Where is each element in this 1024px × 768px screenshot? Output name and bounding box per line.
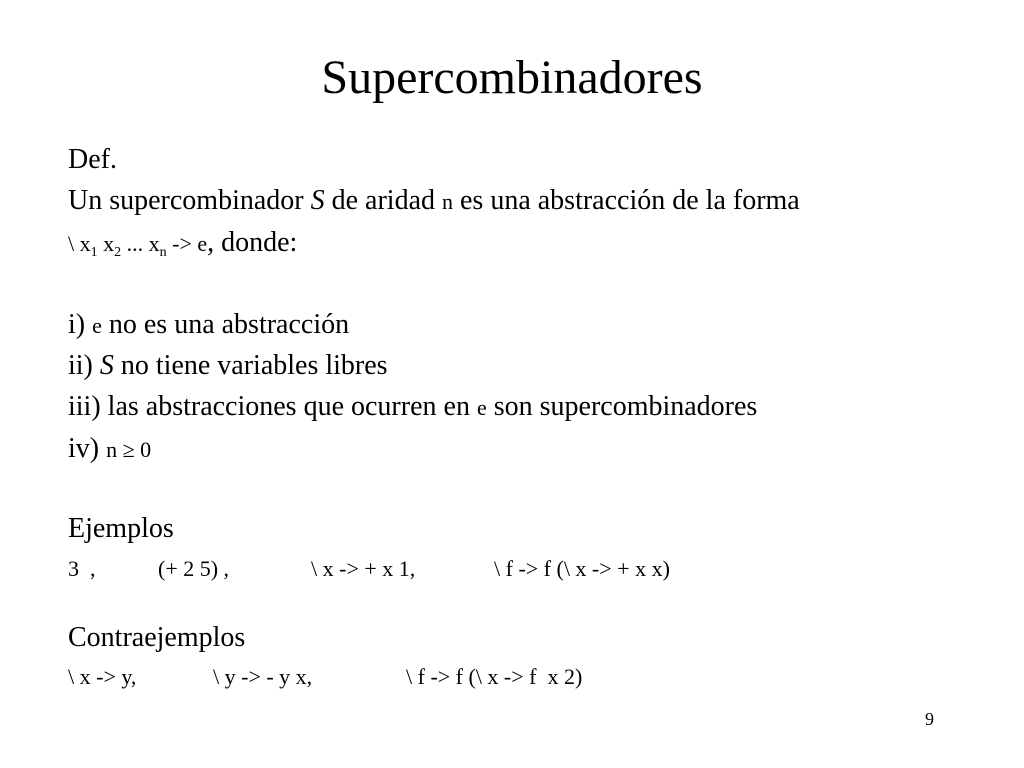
def-symbol-n: n xyxy=(442,189,453,214)
condition-ii-label: ii) xyxy=(68,350,100,381)
condition-ii-s: S xyxy=(99,350,114,381)
example-item-1: 3 , xyxy=(68,556,96,581)
arrow-symbol: -> xyxy=(166,231,198,256)
def-text-c: es una abstracción de la forma xyxy=(453,185,800,216)
example-item-3: \ x -> + x 1, xyxy=(311,556,416,581)
condition-iv-text: n ≥ 0 xyxy=(106,437,152,462)
var-dots: ... x xyxy=(121,231,160,256)
subscript-n: n xyxy=(159,245,167,260)
condition-i xyxy=(68,308,349,343)
def-text-a: Un supercombinador xyxy=(68,185,311,216)
counterexample-item-3: \ f -> f (\ x -> f x 2) xyxy=(406,664,583,689)
condition-i-e: e xyxy=(92,313,102,338)
condition-iii-e: e xyxy=(476,395,487,420)
condition-ii xyxy=(68,349,388,383)
examples-heading: Ejemplos xyxy=(68,513,174,544)
def-symbol-s: S xyxy=(310,185,325,216)
example-item-2: (+ 2 5) , xyxy=(158,556,230,581)
subscript-1: 1 xyxy=(90,245,98,260)
definition-line-2 xyxy=(68,226,297,261)
expr-e: e xyxy=(197,231,208,256)
condition-iii xyxy=(68,390,757,425)
condition-iii-label: iii) las abstracciones que ocurren en xyxy=(68,391,477,422)
definition-heading: Def. xyxy=(68,144,117,175)
condition-iii-text: son supercombinadores xyxy=(486,391,758,422)
example-item-4: \ f -> f (\ x -> + x x) xyxy=(494,556,670,581)
definition-line-1 xyxy=(68,184,800,219)
counterexamples-heading: Contraejemplos xyxy=(68,622,246,653)
condition-i-label: i) xyxy=(68,309,93,340)
var-x2: x xyxy=(97,231,115,256)
donde-text: , donde: xyxy=(207,227,298,258)
def-text-b: de aridad xyxy=(324,185,442,216)
page-number: 9 xyxy=(925,709,934,729)
counterexample-item-2: \ y -> - y x, xyxy=(213,664,313,689)
condition-iv xyxy=(68,432,151,467)
lambda-backslash: \ x xyxy=(68,231,91,256)
counterexample-item-1: \ x -> y, xyxy=(68,664,137,689)
condition-iv-label: iv) xyxy=(68,433,107,464)
subscript-2: 2 xyxy=(114,245,122,260)
slide-title: Supercombinadores xyxy=(321,51,703,104)
condition-ii-text: no tiene variables libres xyxy=(113,350,388,381)
condition-i-text: no es una abstracción xyxy=(101,309,350,340)
